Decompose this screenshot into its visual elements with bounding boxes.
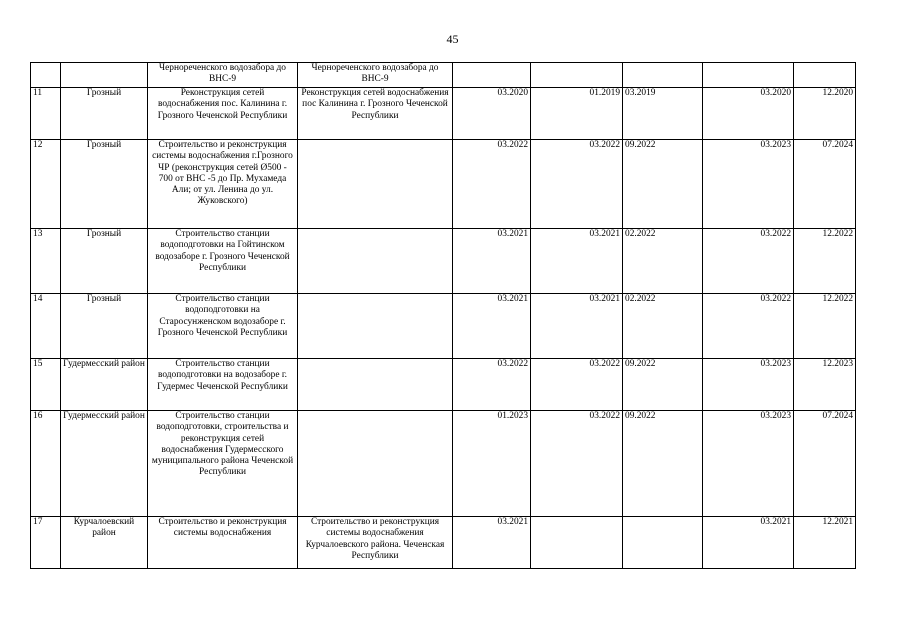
- object-cell: Строительство станции водоподготовки, строительства и реконструкция сетей водоснабжения Гудермесского муниципального района Чеченской Республики: [148, 411, 298, 517]
- date-cell-1: 03.2022: [453, 140, 531, 229]
- date-cell-2: 01.2019: [531, 88, 623, 140]
- date-cell-4: 03.2023: [703, 359, 794, 411]
- district-cell: Грозный: [61, 294, 148, 359]
- object-cell: Строительство станции водоподготовки на Гойтинском водозаборе г. Грозного Чеченской Республики: [148, 229, 298, 294]
- table-row: [31, 294, 856, 359]
- date-cell-2: [531, 63, 623, 88]
- table-row: [31, 63, 856, 88]
- date-cell-3: 02.2022: [623, 294, 703, 359]
- date-cell-4: 03.2021: [703, 517, 794, 569]
- date-cell-3: 03.2019: [623, 88, 703, 140]
- description-cell: [298, 294, 453, 359]
- date-cell-5: 12.2022: [794, 294, 856, 359]
- object-cell: Реконструкция сетей водоснабжения пос. Калинина г. Грозного Чеченской Республики: [148, 88, 298, 140]
- table-row: [31, 517, 856, 569]
- date-cell-4: 03.2023: [703, 411, 794, 517]
- date-cell-4: [703, 63, 794, 88]
- date-cell-3: [623, 63, 703, 88]
- date-cell-5: 12.2021: [794, 517, 856, 569]
- date-cell-5: 12.2022: [794, 229, 856, 294]
- object-cell: Строительство станции водоподготовки на Старосунженском водозаборе г. Грозного Чеченской Республики: [148, 294, 298, 359]
- row-number: 15: [31, 359, 61, 411]
- date-cell-5: [794, 63, 856, 88]
- date-cell-5: 12.2020: [794, 88, 856, 140]
- date-cell-1: 01.2023: [453, 411, 531, 517]
- description-cell: [298, 411, 453, 517]
- date-cell-2: 03.2022: [531, 140, 623, 229]
- object-cell: Чернореченского водозабора до ВНС-9: [148, 63, 298, 88]
- date-cell-2: 03.2022: [531, 359, 623, 411]
- district-cell: Грозный: [61, 140, 148, 229]
- row-number: 17: [31, 517, 61, 569]
- date-cell-4: 03.2022: [703, 229, 794, 294]
- date-cell-5: 07.2024: [794, 140, 856, 229]
- row-number: 11: [31, 88, 61, 140]
- date-cell-4: 03.2020: [703, 88, 794, 140]
- row-number: 12: [31, 140, 61, 229]
- date-cell-4: 03.2022: [703, 294, 794, 359]
- district-cell: [61, 63, 148, 88]
- date-cell-3: 09.2022: [623, 359, 703, 411]
- date-cell-5: 07.2024: [794, 411, 856, 517]
- schedule-table: [30, 62, 856, 569]
- table-row: [31, 229, 856, 294]
- object-cell: Строительство и реконструкция системы водоснабжения г.Грозного ЧР (реконструкция сетей Ø500 - 700 от ВНС -5 до Пр. Мухамеда Али; от ул. Ленина до ул. Жуковского): [148, 140, 298, 229]
- district-cell: Грозный: [61, 88, 148, 140]
- row-number: [31, 63, 61, 88]
- date-cell-2: [531, 517, 623, 569]
- row-number: 14: [31, 294, 61, 359]
- date-cell-2: 03.2021: [531, 229, 623, 294]
- page-number: 45: [446, 32, 459, 46]
- district-cell: Курчалоевский район: [61, 517, 148, 569]
- date-cell-3: 02.2022: [623, 229, 703, 294]
- description-cell: [298, 229, 453, 294]
- date-cell-5: 12.2023: [794, 359, 856, 411]
- table-row: [31, 140, 856, 229]
- date-cell-3: 09.2022: [623, 411, 703, 517]
- date-cell-4: 03.2023: [703, 140, 794, 229]
- table-row: [31, 88, 856, 140]
- object-cell: Строительство и реконструкция системы водоснабжения: [148, 517, 298, 569]
- date-cell-2: 03.2021: [531, 294, 623, 359]
- description-cell: [298, 140, 453, 229]
- district-cell: Грозный: [61, 229, 148, 294]
- date-cell-1: 03.2020: [453, 88, 531, 140]
- date-cell-1: 03.2021: [453, 517, 531, 569]
- date-cell-1: 03.2022: [453, 359, 531, 411]
- description-cell: Чернореченского водозабора до ВНС-9: [298, 63, 453, 88]
- row-number: 16: [31, 411, 61, 517]
- date-cell-2: 03.2022: [531, 411, 623, 517]
- date-cell-3: 09.2022: [623, 140, 703, 229]
- date-cell-1: 03.2021: [453, 294, 531, 359]
- object-cell: Строительство станции водоподготовки на водозаборе г. Гудермес Чеченской Республики: [148, 359, 298, 411]
- row-number: 13: [31, 229, 61, 294]
- district-cell: Гудермесский район: [61, 411, 148, 517]
- date-cell-3: [623, 517, 703, 569]
- date-cell-1: 03.2021: [453, 229, 531, 294]
- date-cell-1: [453, 63, 531, 88]
- table-row: [31, 411, 856, 517]
- district-cell: Гудермесский район: [61, 359, 148, 411]
- description-cell: Реконструкция сетей водоснабжения пос Калинина г. Грозного Чеченской Республики: [298, 88, 453, 140]
- description-cell: Строительство и реконструкция системы водоснабжения Курчалоевского района. Чеченская Республики: [298, 517, 453, 569]
- description-cell: [298, 359, 453, 411]
- table-row: [31, 359, 856, 411]
